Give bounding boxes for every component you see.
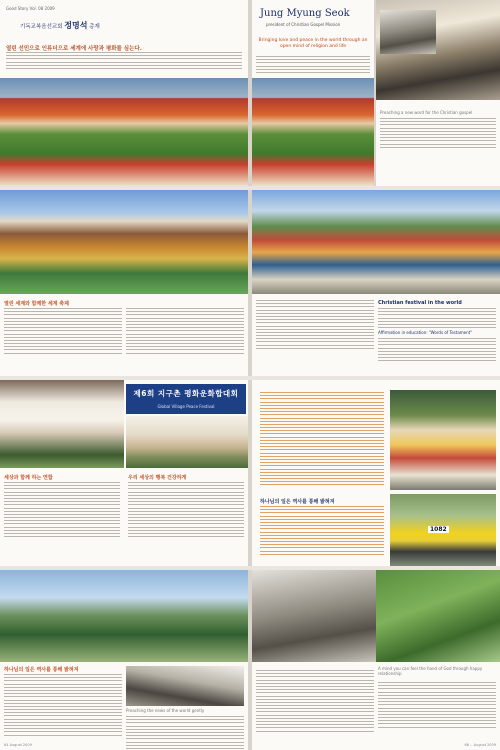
race-bib: 1082 [430,526,447,533]
english-subtitle: president of Christian Gospel Mission [266,22,341,27]
body-text [256,56,370,75]
pavilion-photo [0,570,248,662]
korean-body-text [260,392,384,488]
group-photo [126,666,244,706]
section-caption: 하나님의 일은 역사를 통해 밝혀져 [4,667,79,673]
body-text [378,308,496,330]
section-caption: 열린 세계와 함께한 세계 축제 [4,301,69,307]
page-right [252,0,374,186]
page-right [252,190,500,376]
photo-caption: Preaching a new word for the Christian gospel [380,110,473,115]
page-left [0,380,248,566]
korean-lead: 열린 선민으로 인류더으로 세계에 사랑과 평화를 심는다. [6,46,142,52]
folio-left: 64 August 2009 [4,743,32,747]
english-title: Jung Myung Seok [260,8,350,19]
body-text [126,716,244,750]
festival-banner: 제6회 지구촌 평화운화합대회 Global Village Peace Festival [126,384,246,414]
body-text [378,338,496,364]
sub-caption: Affirmation in education: "Words of Testament" [378,330,473,335]
body-text [378,682,496,730]
body-text [4,482,120,539]
participants-photo [390,390,496,490]
section-heading: 세상과 함께 하는 연합 [4,475,53,481]
body-text [4,674,122,738]
plaza-photo [126,416,248,468]
runner-photo [390,494,496,566]
body-text [380,118,496,150]
page-far-right [376,0,500,186]
festival-crowd-photo [0,190,248,294]
spread-2 [0,190,500,376]
photo-caption: Preaching the news of the world gently [126,708,205,713]
body-text [256,670,374,734]
stadium-photo-right [252,78,374,186]
photo-caption: A mind you can feel the hand of God through happy relationship [378,666,483,676]
english-lead: Bringing love and peace in the world through an open mind of religion and life [258,38,368,49]
magazine-header: Good Story Vol. 08 2009 [6,6,55,11]
page-right [252,570,500,750]
korean-body-text [260,506,384,557]
spread-1 [0,0,500,186]
parade-photo [252,190,500,294]
gathering-photo [0,380,124,468]
teaching-photo [252,570,376,662]
body-text [256,300,374,351]
body-text [4,308,122,356]
section-caption: Christian festival in the world [378,300,462,306]
section-heading: 우리 세상의 행복 건강하게 [128,475,187,481]
landscape-photo [376,570,500,662]
page-left [0,0,248,186]
korean-byline: 기독교복음선교회 정명석 총재 [20,20,100,30]
outdoor-photo [380,10,436,54]
body-text [128,482,244,539]
page-left [0,570,248,750]
body-text [126,308,244,356]
spread-4 [0,570,500,750]
spread-3 [0,380,500,566]
page-right [252,380,500,566]
folio-right: 66 -- August 2009 [464,743,496,747]
body-text [6,52,242,71]
page-left [0,190,248,376]
section-heading: 하나님의 일은 역사를 통해 밝혀져 [260,499,335,505]
stadium-photo [0,78,248,186]
